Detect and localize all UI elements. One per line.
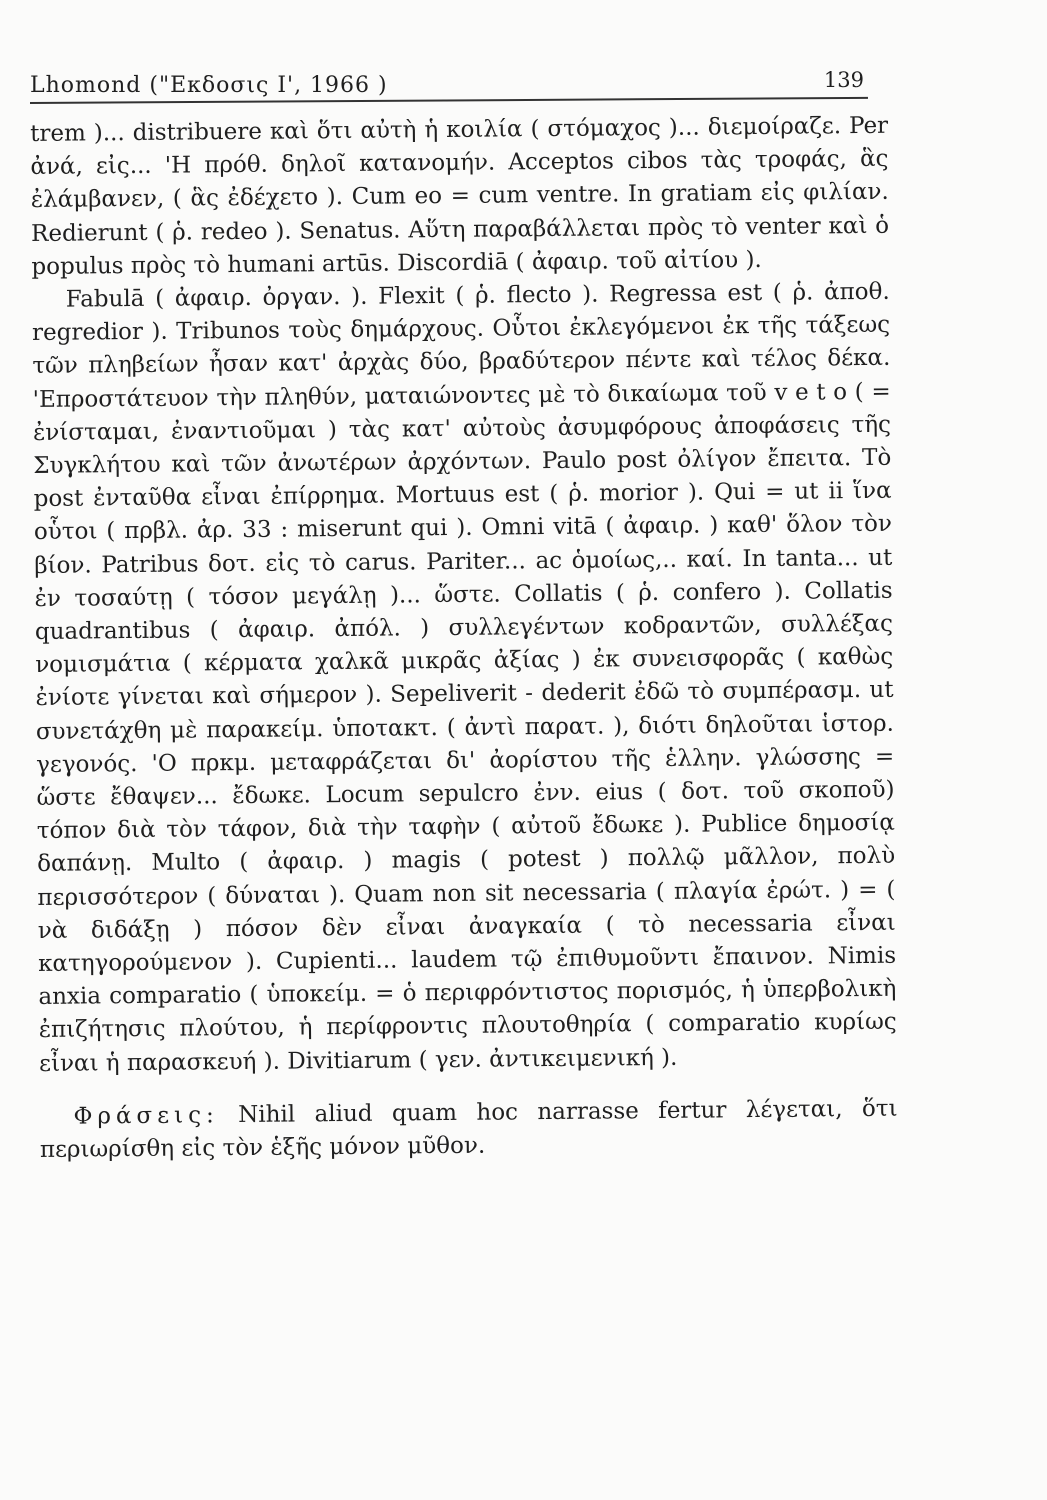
- phrases-paragraph: [39, 1093, 898, 1168]
- phrases-text: Nihil aliud quam hoc narrasse fertur λέγεται, ὅτι περιωρίσθη εἰς τὸν ἑξῆς μόνον μῦθον.: [39, 1095, 898, 1164]
- page-number: 139: [823, 68, 864, 92]
- phrases-label: Φράσεις:: [73, 1102, 219, 1130]
- running-title: Lhomond ("Εκδοσις Ι', 1966 ): [30, 73, 388, 98]
- paragraph-2: Fabulā ( ἀφαιρ. ὀργαν. ). Flexit ( ῥ. flecto ). Regressa est ( ῥ. ἀποθ. regredior ). Tribunos τοὺς δημάρχους. Οὗτοι ἐκλεγόμενοι ἐκ τῆς τάξεως τῶν πληβείων ἦσαν κατ' ἀρχὰς δύο, βραδύτερον πέντε καὶ τέλος δέκα. 'Επροστάτευον τὴν πληθύν, ματαιώνοντες μὲ τὸ δικαίωμα τοῦ v e t o ( = ἐνίσταμαι, ἐναντιοῦμαι ) τὰς κατ' αὐτοὺς ἀσυμφόρους ἀποφάσεις τῆς Συγκλήτου καὶ τῶν ἀνωτέρων ἀρχόντων. Paulo post ὀλίγον ἔπειτα. Τὸ post ἐνταῦθα εἶναι ἐπίρρημα. Mortuus est ( ῥ. morior ). Qui = ut ii ἵνα οὗτοι ( πρβλ. ἀρ. 33 : miserunt qui ). Omni vitā ( ἀφαιρ. ) καθ' ὅλον τὸν βίον. Patribus δοτ. εἰς τὸ carus. Pariter... ac ὁμοίως,.. καί. In tanta... ut ἐν τοσαύτῃ ( τόσον μεγάλῃ )... ὥστε. Collatis ( ῥ. confero ). Collatis quadrantibus ( ἀφαιρ. ἀπόλ. ) συλλεγέντων κοδραντῶν, συλλέξας νομισμάτια ( κέρματα χαλκᾶ μικρᾶς ἀξίας ) ἐκ συνεισφορᾶς ( καθὼς ἐνίοτε γίνεται καὶ σήμερον ). Sepeliverit - dederit ἐδῶ τὸ συμπέρασμ. ut συνετάχθη μὲ παρακείμ. ὑποτακτ. ( ἀντὶ παρατ. ), διότι δηλοῦται ἱστορ. γεγονός. 'Ο πρκμ. μεταφράζεται δι' ἀορίστου τῆς ἑλλην. γλώσσης = ὥστε ἔθαψεν... ἔδωκε. Locum sepulcro ἐνν. eius ( δοτ. τοῦ σκοποῦ) τόπον διὰ τὸν τάφον, διὰ τὴν ταφὴν ( αὐτοῦ ἔδωκε ). Publice δημοσίᾳ δαπάνῃ. Multo ( ἀφαιρ. ) magis ( potest ) πολλῷ μᾶλλον, πολὺ περισσότερον ( δύναται ). Quam non sit necessaria ( πλαγία ἐρώτ. ) = ( νὰ διδάξῃ ) πόσον δὲν εἶναι ἀναγκαία ( τὸ necessaria εἶναι κατηγορούμενον ). Cupienti... laudem τῷ ἐπιθυμοῦντι ἔπαινον. Nimis anxia comparatio ( ὑποκείμ. = ὁ περιφρόντιστος πορισμός, ἡ ὑπερβολικὴ ἐπιζήτησις πλούτου, ἡ περίφροντις πλουτοθηρία ( comparatio κυρίως εἶναι ἡ παρασκευή ). Divitiarum ( γεν. ἀντικειμενική ).: [31, 278, 897, 1077]
- paragraph-1: trem )... distribuere καὶ ὅτι αὐτὴ ἡ κοιλία ( στόμαχος )... διεμοίραζε. Per ἀνά, εἰς... 'Η πρόθ. δηλοῖ κατανομήν. Acceptos cibos τὰς τροφάς, ἃς ἐλάμβανεν, ( ἃς ἐδέχετο ). Cum eo = cum ventre. In gratiam εἰς φιλίαν. Redierunt ( ῥ. redeo ). Senatus. Αὕτη παραβάλλεται πρὸς τὸ venter καὶ ὁ populus πρὸς τὸ humani artūs. Discordiā ( ἀφαιρ. τοῦ αἰτίου ).: [30, 112, 890, 280]
- commentary-text: [30, 110, 898, 1167]
- page-header: [30, 64, 868, 104]
